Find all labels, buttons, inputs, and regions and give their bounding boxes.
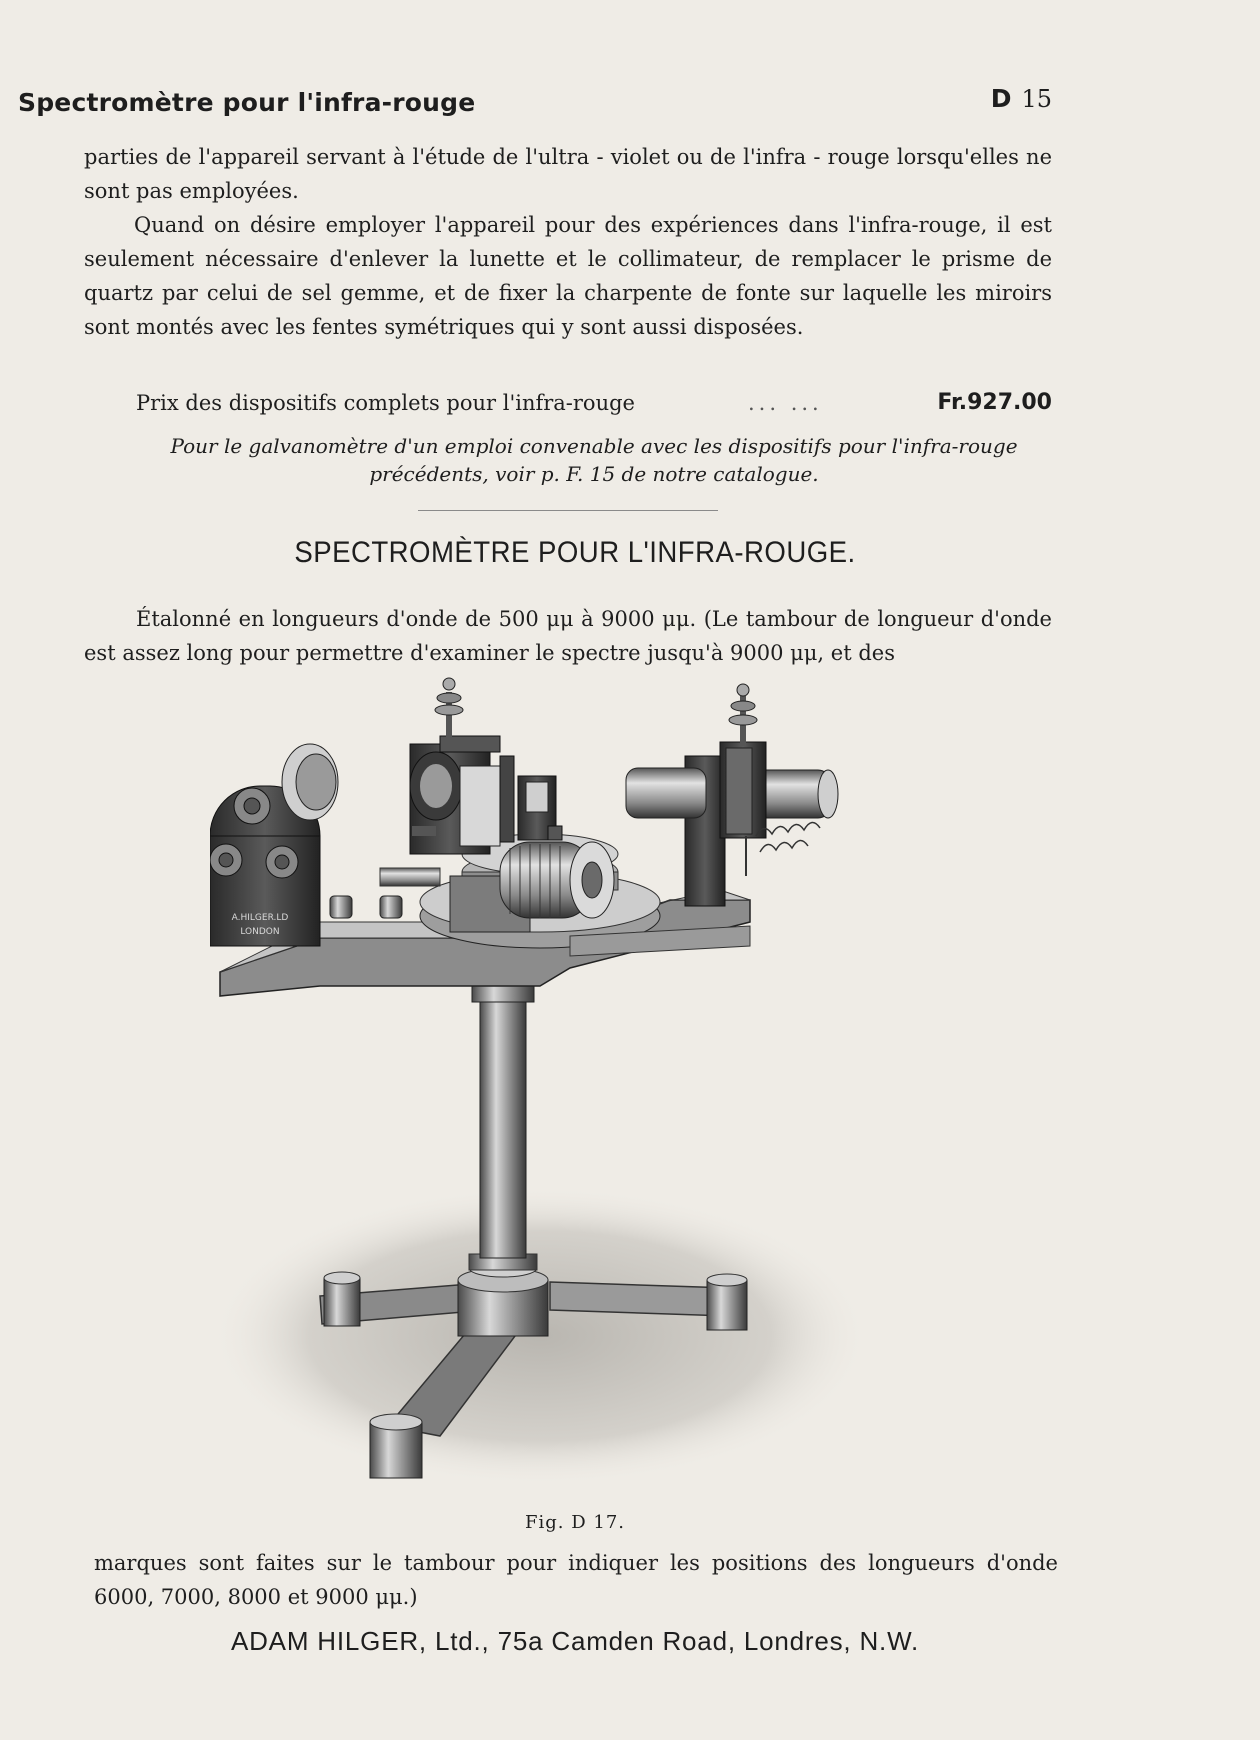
section-title: SPECTROMÈTRE POUR L'INFRA-ROUGE. [294, 536, 856, 569]
spectrometer-illustration [210, 676, 930, 1506]
price-label: Prix des dispositifs complets pour l'infra-rouge [136, 391, 635, 415]
left-mirror-mount [210, 744, 402, 946]
paragraph-calibration: Étalonné en longueurs d'onde de 500 μμ à 9000 μμ. (Le tambour de longueur d'onde est assez long pour permettre d'examiner le spectre jusqu'à 9000 μμ, et des [84, 607, 1052, 665]
section-divider [418, 510, 718, 511]
page-section-letter: D [990, 84, 1012, 113]
price-leader-dots: ... ... [748, 391, 823, 415]
price-value: Fr.927.00 [937, 390, 1052, 415]
figure-caption: Fig. D 17. [525, 1512, 625, 1533]
price-line [136, 386, 1052, 420]
publisher-imprint: ADAM HILGER, Ltd., 75a Camden Road, Londres, N.W. [230, 1626, 920, 1656]
maker-plate-line2: LONDON [240, 927, 280, 937]
running-header [18, 84, 1052, 128]
galvanometer-note: Pour le galvanomètre d'un emploi convenable avec les dispositifs pour l'infra-rouge précédents, voir p. F. 15 de notre catalogue. [170, 434, 1018, 486]
pillar [472, 968, 534, 1258]
page-number-value: 15 [1021, 85, 1052, 113]
page-number [991, 84, 1052, 113]
paragraph-continued: parties de l'appareil servant à l'étude de l'ultra - violet ou de l'infra - rouge lorsqu'elles ne sont pas employées. [84, 145, 1052, 203]
maker-plate-line1: A.HILGER.LD [231, 913, 289, 923]
running-title: Spectromètre pour l'infra-rouge [18, 88, 476, 117]
paragraph-infrared-setup: Quand on désire employer l'appareil pour des expériences dans l'infra-rouge, il est seulement nécessaire d'enlever la lunette et le collimateur, de remplacer le prisme de quartz par celui de sel gemme, et de fixer la charpente de fonte sur laquelle les miroirs sont montés avec les fentes symétriques qui y sont aussi disposées. [84, 213, 1052, 339]
right-slit-tube [626, 684, 838, 906]
paragraph-drum-marks: marques sont faites sur le tambour pour indiquer les positions des longueurs d'onde 6000, 7000, 8000 et 9000 μμ.) [94, 1551, 1058, 1609]
spectrometer-drawing [210, 676, 930, 1506]
